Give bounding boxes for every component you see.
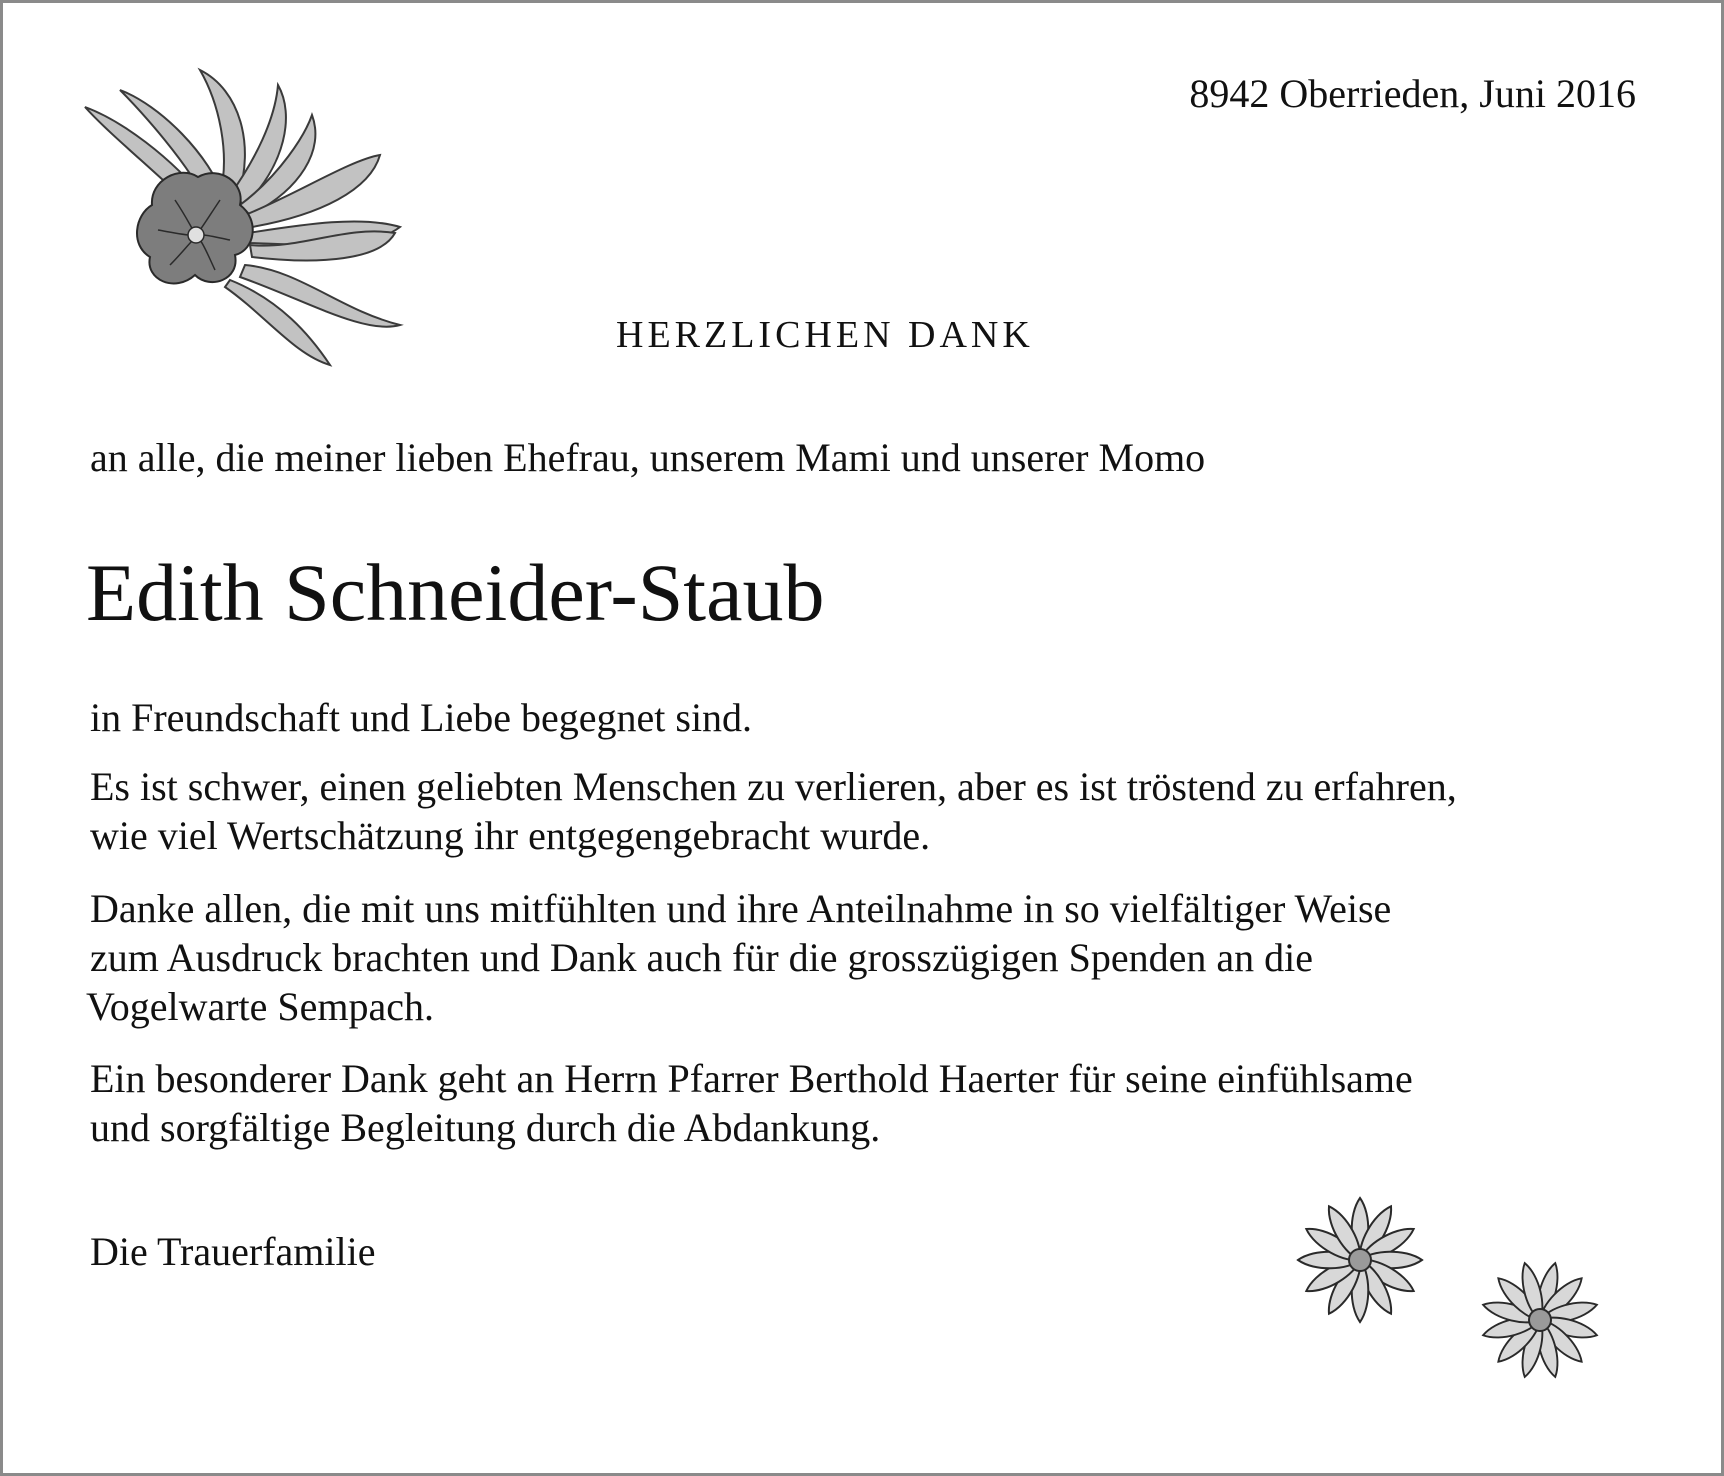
- flower-sprig-icon: [80, 65, 470, 375]
- paragraph-condolence: [90, 762, 1457, 860]
- paragraph-special-thanks: [90, 1054, 1413, 1152]
- intro-line: an alle, die meiner lieben Ehefrau, unserem Mami und unserer Momo: [90, 435, 1206, 480]
- paragraph-thanks: [86, 884, 1392, 1031]
- paragraph-line: wie viel Wertschätzung ihr entgegengebracht wurde.: [90, 813, 931, 858]
- deceased-name: Edith Schneider-Staub: [86, 547, 825, 638]
- paragraph-line: Vogelwarte Sempach.: [86, 984, 435, 1029]
- two-daisies-icon: [1260, 1170, 1640, 1420]
- paragraph-line: Es ist schwer, einen geliebten Menschen zu verlieren, aber es ist tröstend zu erfahren,: [90, 764, 1457, 809]
- paragraph-line: und sorgfältige Begleitung durch die Abdankung.: [90, 1105, 881, 1150]
- signature: Die Trauerfamilie: [90, 1229, 376, 1274]
- place-date: 8942 Oberrieden, Juni 2016: [1189, 71, 1636, 116]
- notice-heading: HERZLICHEN DANK: [616, 314, 1034, 356]
- paragraph-line: Danke allen, die mit uns mitfühlten und ihre Anteilnahme in so vielfältiger Weise: [90, 886, 1392, 931]
- after-name-line: in Freundschaft und Liebe begegnet sind.: [90, 695, 753, 740]
- paragraph-line: Ein besonderer Dank geht an Herrn Pfarrer Berthold Haerter für seine einfühlsame: [90, 1056, 1413, 1101]
- paragraph-line: zum Ausdruck brachten und Dank auch für die grosszügigen Spenden an die: [90, 935, 1313, 980]
